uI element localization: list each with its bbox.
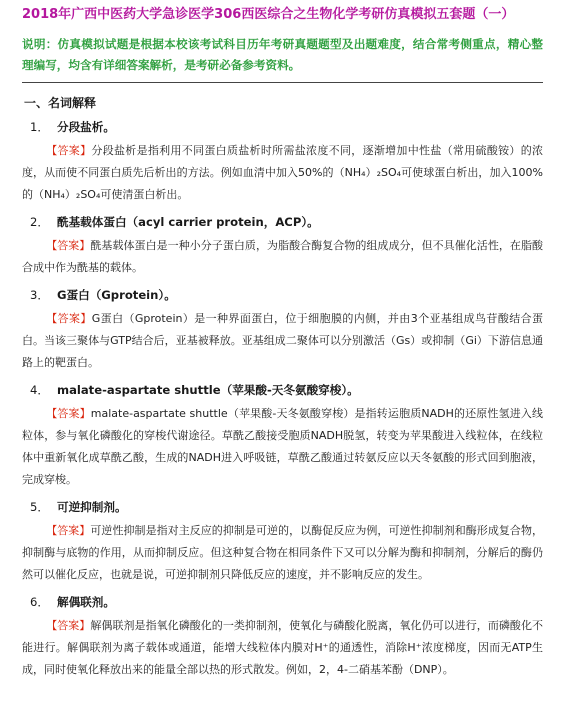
term-text: 分段盐析。: [56, 120, 115, 134]
question-term: [30, 498, 543, 516]
answer-tag: 【答案】: [46, 312, 92, 325]
answer-tag: 【答案】: [46, 619, 91, 632]
answer-tag: 【答案】: [46, 407, 91, 420]
answer-tag: 【答案】: [46, 144, 92, 157]
question-number: 6．: [30, 595, 49, 609]
question-item-6: [22, 593, 543, 681]
question-item-5: [22, 498, 543, 586]
question-term: [30, 286, 543, 304]
question-item-3: [22, 286, 543, 374]
question-term: [30, 593, 543, 611]
answer-text: [22, 140, 543, 206]
question-number: 3．: [30, 288, 49, 302]
answer-text: [22, 235, 543, 279]
term-text: G蛋白（Gprotein）。: [56, 288, 176, 302]
answer-content: 酰基载体蛋白是一种小分子蛋白质，为脂酸合酶复合物的组成成分，但不具催化活性，在脂酸合成中作为酰基的载体。: [22, 239, 544, 274]
intro-note: 说明：仿真模拟试题是根据本校该考试科目历年考研真题题型及出题难度，结合常考侧重点，精心整理编写，均含有详细答案解析，是考研必备参考资料。: [22, 37, 543, 72]
question-number: 2．: [30, 215, 49, 229]
question-term: [30, 213, 543, 231]
term-text: malate-aspartate shuttle（苹果酸-天冬氨酸穿梭）。: [56, 383, 359, 397]
answer-text: [22, 403, 543, 491]
answer-tag: 【答案】: [46, 239, 91, 252]
divider: [22, 82, 543, 83]
question-item-2: [22, 213, 543, 279]
answer-text: [22, 520, 543, 586]
question-term: [30, 118, 543, 136]
question-item-4: [22, 381, 543, 491]
answer-content: G蛋白（Gprotein）是一种界面蛋白，位于细胞膜的内侧，并由3个亚基组成鸟苷酸结合蛋白。当该三聚体与GTP结合后，亚基被释放。亚基组成二聚体可以分别激活（Gs）或抑制（Gi）下游信息通路上的靶蛋白。: [22, 312, 544, 369]
question-number: 4．: [30, 383, 49, 397]
answer-text: [22, 308, 543, 374]
section-heading: 一、名词解释: [24, 96, 97, 110]
question-item-1: [22, 118, 543, 206]
term-text: 酰基载体蛋白（acyl carrier protein，ACP）。: [56, 215, 319, 229]
term-text: 解偶联剂。: [56, 595, 115, 609]
answer-text: [22, 615, 543, 681]
answer-tag: 【答案】: [46, 524, 91, 537]
answer-content: 分段盐析是指利用不同蛋白质盐析时所需盐浓度不同，逐渐增加中性盐（常用硫酸铵）的浓度，从而使不同蛋白质先后析出的方法。例如血清中加入50%的（NH₄）₂SO₄可使球蛋白析出，加入100%的（NH₄）₂SO₄可使清蛋白析出。: [22, 144, 544, 201]
document-title: 2018年广西中医药大学急诊医学306西医综合之生物化学考研仿真模拟五套题（一）: [22, 7, 515, 22]
answer-content: malate-aspartate shuttle（苹果酸-天冬氨酸穿梭）是指转运胞质NADH的还原性氢进入线粒体，参与氧化磷酸化的穿梭代谢途径。草酰乙酸接受胞质NADH脱氢，转变为苹果酸进入线粒体，在线粒体中重新氧化成草酰乙酸，生成的NADH进入呼吸链，草酰乙酸通过转氨反应以天冬氨酸的形式回到胞液，完成穿梭。: [22, 407, 543, 486]
question-number: 1．: [30, 120, 49, 134]
term-text: 可逆抑制剂。: [56, 500, 127, 514]
question-term: [30, 381, 543, 399]
question-number: 5．: [30, 500, 49, 514]
answer-content: 解偶联剂是指氧化磷酸化的一类抑制剂，使氧化与磷酸化脱离，氧化仍可以进行，而磷酸化不能进行。解偶联剂为离子载体或通道，能增大线粒体内膜对H⁺的通透性，消除H⁺浓度梯度，因而无ATP生成，同时使氧化释放出来的能量全部以热的形式散发。例如，2，4-二硝基苯酚（DNP）。: [22, 619, 544, 676]
answer-content: 可逆性抑制是指对主反应的抑制是可逆的，以酶促反应为例，可逆性抑制剂和酶形成复合物，抑制酶与底物的作用，从而抑制反应。但这种复合物在相同条件下又可以分解为酶和抑制剂，分解后的酶仍然可以催化反应，也就是说，可逆抑制剂只降低反应的速度，并不影响反应的发生。: [22, 524, 544, 581]
